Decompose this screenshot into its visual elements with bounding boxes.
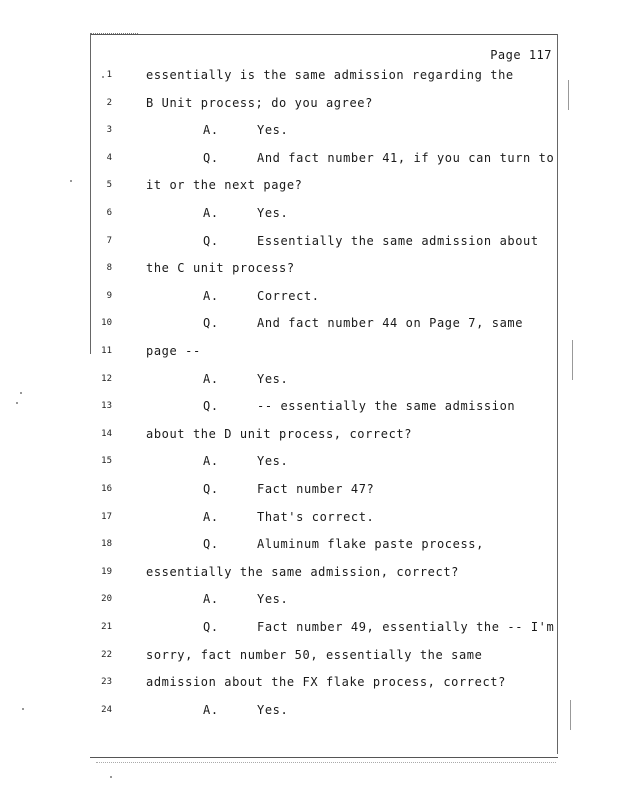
- line-text: Fact number 49, essentially the -- I'm: [257, 620, 555, 634]
- scan-speck: [20, 392, 22, 394]
- transcript-line: [0, 620, 618, 640]
- transcript-line: [0, 234, 618, 254]
- line-number: 20: [101, 594, 112, 605]
- transcript-line: [0, 151, 618, 171]
- line-number: 3: [106, 125, 112, 136]
- line-number: 17: [101, 511, 112, 522]
- line-number: 18: [101, 539, 112, 550]
- line-text: And fact number 41, if you can turn to: [257, 150, 555, 165]
- transcript-line: [0, 675, 618, 695]
- line-text: essentially the same admission, correct?: [146, 564, 459, 579]
- line-text: -- essentially the same admission: [257, 399, 516, 414]
- transcript-line: [0, 206, 618, 226]
- transcript-line: [0, 648, 618, 668]
- line-text: Yes.: [257, 592, 289, 607]
- speaker-label: A.: [203, 702, 219, 717]
- line-text: And fact number 44 on Page 7, same: [257, 316, 524, 331]
- scan-speck: [110, 776, 112, 778]
- line-number: 19: [101, 566, 112, 577]
- scan-mark: [572, 340, 573, 380]
- speaker-label: A.: [203, 206, 219, 220]
- transcript-line: [0, 261, 618, 281]
- line-text: Essentially the same admission about: [257, 233, 539, 248]
- line-number: 11: [101, 346, 112, 356]
- transcript-line: [0, 316, 618, 336]
- line-number: 5: [106, 180, 112, 191]
- line-number: 9: [106, 290, 112, 301]
- line-text: about the D unit process, correct?: [146, 426, 413, 441]
- line-number: 8: [106, 263, 112, 274]
- bottom-border: [90, 757, 558, 758]
- speaker-label: A.: [203, 509, 219, 524]
- line-number: 2: [106, 97, 112, 108]
- transcript-line: [0, 592, 618, 612]
- footer-rule: [96, 762, 556, 763]
- line-number: 21: [101, 622, 112, 632]
- line-number: 1: [106, 70, 112, 80]
- line-text: Aluminum flake paste process,: [257, 537, 484, 552]
- transcript-line: [0, 96, 618, 116]
- line-number: 15: [101, 456, 112, 467]
- line-text: B Unit process; do you agree?: [146, 95, 373, 110]
- line-text: it or the next page?: [146, 178, 303, 193]
- scan-speck: [70, 180, 72, 182]
- line-text: Yes.: [257, 123, 289, 138]
- line-text: admission about the FX flake process, correct?: [146, 675, 506, 690]
- page-number-header: Page 117: [490, 48, 552, 62]
- scan-speck: [102, 76, 104, 78]
- line-text: That's correct.: [257, 509, 375, 524]
- line-number: 6: [106, 208, 112, 218]
- line-text: sorry, fact number 50, essentially the same: [146, 647, 483, 662]
- line-text: Yes.: [257, 206, 289, 220]
- line-number: 16: [101, 484, 112, 494]
- line-text: Fact number 47?: [257, 482, 375, 496]
- transcript-line: [0, 537, 618, 557]
- line-text: the C unit process?: [146, 261, 295, 276]
- speaker-label: A.: [203, 123, 219, 138]
- speaker-label: Q.: [203, 399, 219, 414]
- line-number: 24: [101, 704, 112, 715]
- line-text: Yes.: [257, 371, 289, 386]
- scan-mark: [570, 700, 571, 730]
- transcript-line: [0, 372, 618, 392]
- speaker-label: A.: [203, 371, 219, 386]
- line-number: 23: [101, 677, 112, 688]
- transcript-line: [0, 454, 618, 474]
- line-text: Yes.: [257, 702, 289, 717]
- transcript-line: [0, 703, 618, 723]
- speaker-label: Q.: [203, 150, 219, 165]
- scan-speck: [22, 708, 24, 710]
- line-number: 4: [106, 152, 112, 163]
- line-text: Yes.: [257, 454, 289, 469]
- scan-mark: [568, 80, 569, 110]
- line-number: 12: [101, 373, 112, 384]
- speaker-label: Q.: [203, 537, 219, 552]
- speaker-label: A.: [203, 288, 219, 303]
- line-number: 22: [101, 649, 112, 660]
- line-text: essentially is the same admission regarding the: [146, 68, 514, 82]
- transcript-line: [0, 344, 618, 364]
- transcript-line: [0, 399, 618, 419]
- speaker-label: Q.: [203, 482, 219, 496]
- line-number: 7: [106, 235, 112, 246]
- speaker-label: A.: [203, 592, 219, 607]
- speaker-label: A.: [203, 454, 219, 469]
- transcript-line: [0, 510, 618, 530]
- line-number: 14: [101, 428, 112, 439]
- line-text: page --: [146, 344, 201, 358]
- transcript-line: [0, 565, 618, 585]
- line-text: Correct.: [257, 288, 320, 303]
- transcript-line: [0, 123, 618, 143]
- line-number: 10: [101, 318, 112, 329]
- speaker-label: Q.: [203, 233, 219, 248]
- speaker-label: Q.: [203, 316, 219, 331]
- transcript-line: [0, 482, 618, 502]
- transcript-line: [0, 289, 618, 309]
- line-number: 13: [101, 401, 112, 412]
- transcript-line: [0, 68, 618, 88]
- scan-speck: [16, 402, 18, 404]
- transcript-line: [0, 178, 618, 198]
- transcript-line: [0, 427, 618, 447]
- top-border: [90, 34, 558, 35]
- speaker-label: Q.: [203, 620, 219, 634]
